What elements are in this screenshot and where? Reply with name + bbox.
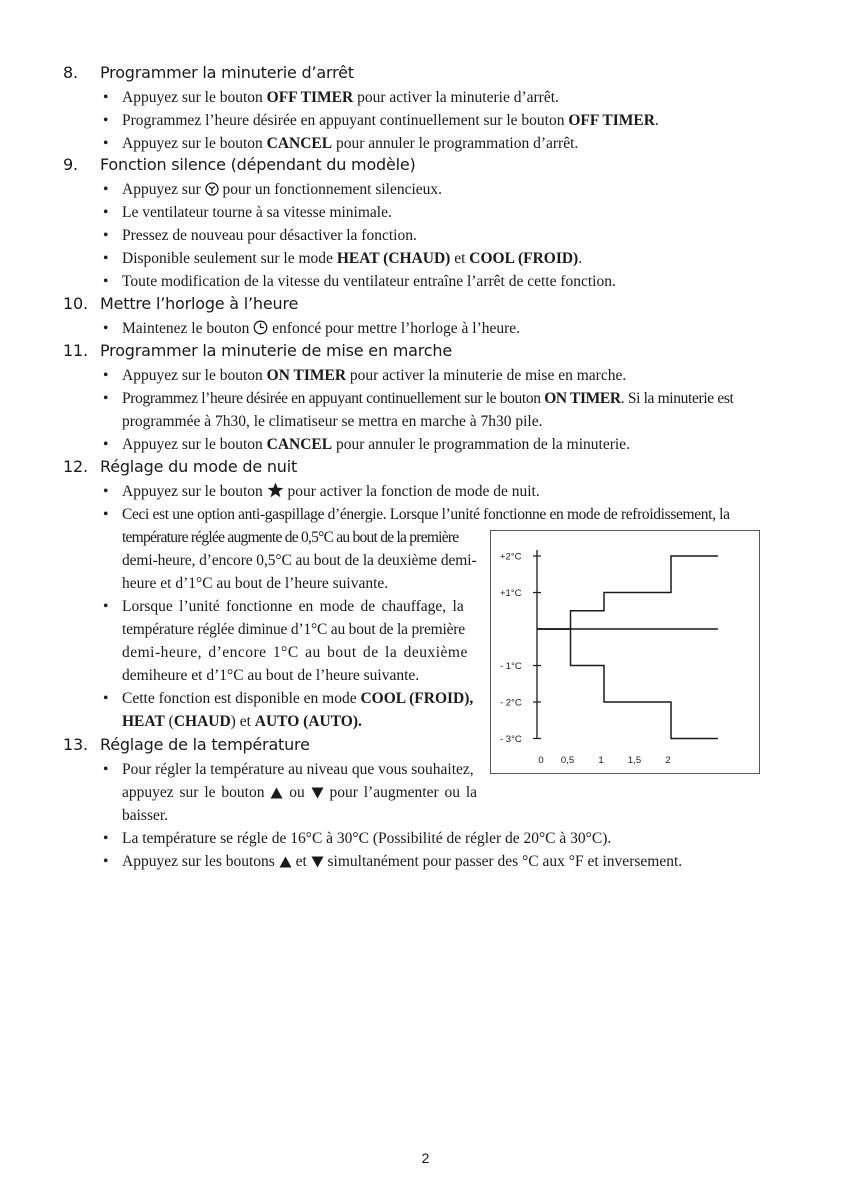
bullet-continuation: heure et d’1°C au bout de l’heure suivante. — [122, 575, 389, 592]
bullet-continuation: température réglée augmente de 0,5°C au bout de la première — [122, 529, 459, 546]
bullet: • — [103, 853, 109, 870]
text: Pressez de nouveau pour désactiver la fonction. — [122, 227, 417, 244]
section-number: 13. — [63, 735, 88, 754]
button-name: ON TIMER — [544, 390, 621, 407]
section-number: 9. — [63, 155, 78, 174]
bullet-continuation: demiheure et d’1°C au bout de l’heure suivante. — [122, 667, 420, 684]
text: ) et — [230, 713, 255, 730]
text: Appuyez sur — [122, 181, 205, 198]
bullet: • — [103, 830, 109, 847]
mode-name: AUTO (AUTO). — [254, 713, 362, 730]
bullet-continuation — [122, 710, 362, 733]
text: . — [654, 112, 659, 129]
mode-name: CHAUD — [173, 713, 231, 730]
mode-name: HEAT — [122, 713, 165, 730]
y-tick-label: +2°C — [500, 551, 522, 563]
section-number: 10. — [63, 294, 88, 313]
button-name: OFF TIMER — [568, 112, 655, 129]
section-title: Fonction silence (dépendant du modèle) — [100, 155, 416, 174]
silence-fan-icon — [205, 182, 219, 196]
text: Appuyez sur le bouton — [122, 89, 267, 106]
mode-name: COOL (FROID) — [469, 250, 579, 267]
text: Lorsque l’unité fonctionne en mode de chauffage, la — [122, 598, 464, 615]
text: Appuyez sur les boutons — [122, 853, 279, 870]
text: Ceci est une option anti-gaspillage d’énergie. Lorsque l’unité fonctionne en mode de refroidissement, la — [122, 506, 730, 523]
text: pour activer la fonction de mode de nuit. — [283, 483, 540, 500]
night-mode-chart — [490, 530, 760, 774]
series-line-heating — [537, 629, 718, 739]
text: Appuyez sur le bouton — [122, 367, 267, 384]
up-arrow-icon — [270, 787, 283, 799]
text: pour annuler le programmation d’arrêt. — [332, 135, 579, 152]
bullet-continuation — [122, 781, 477, 804]
text: Pour régler la température au niveau que vous souhaitez, — [122, 761, 474, 778]
down-arrow-icon — [311, 787, 324, 799]
section-title: Mettre l’horloge à l’heure — [100, 294, 299, 313]
y-tick-label: - 2°C — [500, 697, 522, 709]
y-tick-label: - 3°C — [500, 734, 522, 745]
bullet: • — [103, 112, 109, 129]
bullet: • — [103, 598, 109, 615]
x-tick-label: 0,5 — [560, 755, 575, 766]
section-9-heading — [63, 155, 416, 174]
section-number: 11. — [63, 341, 88, 360]
button-name: OFF TIMER — [266, 89, 354, 106]
text: Toute modification de la vitesse du ventilateur entraîne l’arrêt de cette fonction. — [122, 273, 616, 290]
star-icon — [267, 482, 284, 498]
text: Appuyez sur le bouton — [122, 135, 267, 152]
button-name: CANCEL — [266, 436, 333, 453]
up-arrow-icon — [279, 856, 292, 868]
text: ou — [283, 784, 311, 801]
text: . — [578, 250, 583, 267]
bullet: • — [103, 320, 109, 337]
text: pour annuler le programmation de la minuterie. — [332, 436, 630, 453]
bullet: • — [103, 135, 109, 152]
section-title: Réglage de la température — [100, 735, 310, 754]
text: Programmez l’heure désirée en appuyant continuellement sur le bouton — [122, 112, 569, 129]
text: pour l’augmenter ou la — [323, 784, 478, 801]
bullet: • — [103, 89, 109, 106]
button-name: ON TIMER — [266, 367, 347, 384]
mode-name: HEAT (CHAUD) — [336, 250, 451, 267]
text: ( — [164, 713, 174, 730]
text: Maintenez le bouton — [122, 320, 254, 337]
section-title: Réglage du mode de nuit — [100, 457, 298, 476]
text: simultanément pour passer des °C aux °F et inversement. — [323, 853, 683, 870]
x-tick-label: 1 — [598, 755, 604, 766]
page-number: 2 — [421, 1150, 430, 1166]
text: pour un fonctionnement silencieux. — [218, 181, 443, 198]
text: Programmez l’heure désirée en appuyant continuellement sur le bouton — [122, 390, 545, 407]
text: Cette fonction est disponible en mode — [122, 690, 361, 707]
text: Disponible seulement sur le mode — [122, 250, 337, 267]
bullet-continuation: température réglée diminue d’1°C au bout de la première — [122, 621, 465, 638]
text: et — [450, 250, 470, 267]
section-title: Programmer la minuterie de mise en marche — [100, 341, 452, 360]
text: enfoncé pour mettre l’horloge à l’heure. — [268, 320, 521, 337]
series-line-cooling — [537, 556, 718, 629]
bullet-continuation: programmée à 7h30, le climatiseur se mettra en marche à 7h30 pile. — [122, 413, 543, 430]
bullet: • — [103, 506, 109, 523]
bullet: • — [103, 483, 109, 500]
section-number: 8. — [63, 63, 78, 82]
text: appuyez sur le bouton — [122, 784, 271, 801]
bullet-continuation: demi-heure, d’encore 0,5°C au bout de la deuxième demi- — [122, 552, 477, 569]
text: pour activer la minuterie de mise en marche. — [346, 367, 627, 384]
section-title: Programmer la minuterie d’arrêt — [100, 63, 354, 82]
section-number: 12. — [63, 457, 88, 476]
x-tick-label: 1,5 — [627, 755, 642, 766]
bullet: • — [103, 204, 109, 221]
section-8-heading — [63, 63, 354, 82]
section-11-heading — [63, 341, 452, 360]
night-mode-chart-svg — [491, 531, 759, 773]
bullet: • — [103, 181, 109, 198]
text: Le ventilateur tourne à sa vitesse minimale. — [122, 204, 392, 221]
bullet: • — [103, 761, 109, 778]
text: La température se régle de 16°C à 30°C (Possibilité de régler de 20°C à 30°C). — [122, 830, 612, 847]
section-10-heading — [63, 294, 298, 313]
bullet: • — [103, 227, 109, 244]
bullet: • — [103, 436, 109, 453]
text: Appuyez sur le bouton — [122, 436, 267, 453]
x-tick-label: 0 — [538, 755, 544, 766]
bullet-continuation: baisser. — [122, 807, 169, 824]
bullet: • — [103, 690, 109, 707]
text: pour activer la minuterie d’arrêt. — [353, 89, 559, 106]
y-tick-label: +1°C — [500, 588, 522, 599]
bullet: • — [103, 390, 109, 407]
section-13-heading — [63, 735, 310, 754]
x-tick-label: 2 — [665, 755, 671, 766]
clock-icon — [253, 320, 268, 335]
bullet: • — [103, 273, 109, 290]
button-name: CANCEL — [266, 135, 333, 152]
text: . Si la minuterie est — [620, 390, 734, 407]
text: et — [291, 853, 311, 870]
mode-name: COOL (FROID), — [360, 690, 474, 707]
y-tick-label: - 1°C — [500, 661, 522, 672]
down-arrow-icon — [311, 856, 324, 868]
bullet: • — [103, 250, 109, 267]
section-12-heading — [63, 457, 297, 476]
bullet-continuation: demi-heure, d’encore 1°C au bout de la deuxième — [122, 644, 468, 661]
bullet: • — [103, 367, 109, 384]
text: Appuyez sur le bouton — [122, 483, 267, 500]
